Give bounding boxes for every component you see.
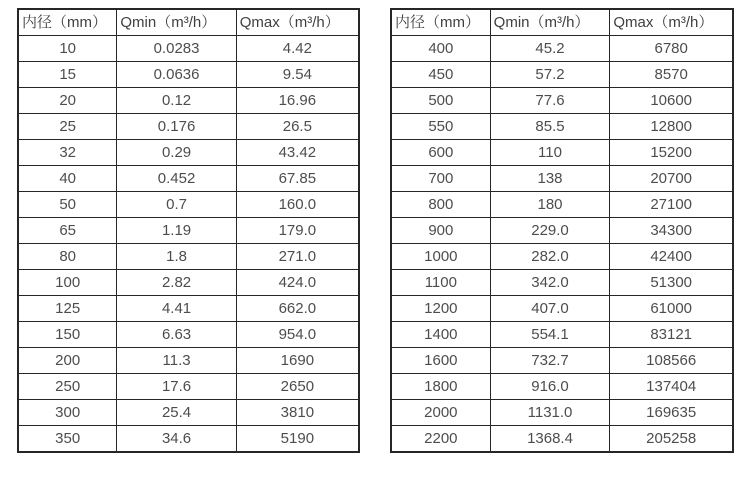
table-row <box>18 166 359 192</box>
qmax-value: 83121 <box>610 322 733 348</box>
table-row <box>391 166 733 192</box>
qmin-value: 138 <box>490 166 610 192</box>
inner-diameter-value: 550 <box>391 114 490 140</box>
table-row <box>18 114 359 140</box>
qmin-value: 0.29 <box>117 140 236 166</box>
qmin-value: 34.6 <box>117 426 236 453</box>
qmax-value: 51300 <box>610 270 733 296</box>
table-row <box>391 400 733 426</box>
qmin-value: 1368.4 <box>490 426 610 453</box>
inner-diameter-value: 125 <box>18 296 117 322</box>
qmax-value: 424.0 <box>236 270 359 296</box>
table-row <box>391 244 733 270</box>
table-row <box>18 400 359 426</box>
table-row <box>391 114 733 140</box>
table-row <box>391 218 733 244</box>
qmax-value: 12800 <box>610 114 733 140</box>
table-row <box>391 192 733 218</box>
table-row <box>18 296 359 322</box>
table-row <box>18 244 359 270</box>
table-row <box>391 374 733 400</box>
qmin-value: 110 <box>490 140 610 166</box>
qmin-value: 732.7 <box>490 348 610 374</box>
column-header-inner-diameter: 内径（mm） <box>391 9 490 36</box>
qmin-value: 1.8 <box>117 244 236 270</box>
qmax-value: 9.54 <box>236 62 359 88</box>
qmin-value: 282.0 <box>490 244 610 270</box>
table-row <box>18 426 359 453</box>
table-row <box>18 140 359 166</box>
inner-diameter-value: 1200 <box>391 296 490 322</box>
inner-diameter-value: 150 <box>18 322 117 348</box>
qmax-value: 662.0 <box>236 296 359 322</box>
inner-diameter-value: 80 <box>18 244 117 270</box>
qmin-value: 229.0 <box>490 218 610 244</box>
header-row <box>391 9 733 36</box>
inner-diameter-value: 300 <box>18 400 117 426</box>
qmin-value: 1131.0 <box>490 400 610 426</box>
qmax-value: 16.96 <box>236 88 359 114</box>
qmax-value: 42400 <box>610 244 733 270</box>
table-row <box>391 270 733 296</box>
inner-diameter-value: 15 <box>18 62 117 88</box>
qmin-value: 554.1 <box>490 322 610 348</box>
inner-diameter-value: 700 <box>391 166 490 192</box>
qmin-value: 0.0636 <box>117 62 236 88</box>
inner-diameter-value: 10 <box>18 36 117 62</box>
table-row <box>18 218 359 244</box>
qmax-value: 160.0 <box>236 192 359 218</box>
inner-diameter-value: 25 <box>18 114 117 140</box>
qmax-value: 205258 <box>610 426 733 453</box>
qmin-value: 180 <box>490 192 610 218</box>
qmax-value: 3810 <box>236 400 359 426</box>
table-row <box>391 322 733 348</box>
qmax-value: 137404 <box>610 374 733 400</box>
qmin-value: 17.6 <box>117 374 236 400</box>
qmax-value: 954.0 <box>236 322 359 348</box>
inner-diameter-value: 1600 <box>391 348 490 374</box>
qmin-value: 77.6 <box>490 88 610 114</box>
qmin-value: 0.452 <box>117 166 236 192</box>
column-header-qmax: Qmax（m³/h） <box>610 9 733 36</box>
inner-diameter-value: 50 <box>18 192 117 218</box>
qmin-value: 6.63 <box>117 322 236 348</box>
qmax-value: 67.85 <box>236 166 359 192</box>
qmin-value: 4.41 <box>117 296 236 322</box>
qmax-value: 271.0 <box>236 244 359 270</box>
table-row <box>391 62 733 88</box>
qmax-value: 2650 <box>236 374 359 400</box>
qmin-value: 25.4 <box>117 400 236 426</box>
qmax-value: 8570 <box>610 62 733 88</box>
qmin-value: 0.12 <box>117 88 236 114</box>
qmin-value: 57.2 <box>490 62 610 88</box>
table-row <box>391 88 733 114</box>
qmax-value: 4.42 <box>236 36 359 62</box>
inner-diameter-value: 900 <box>391 218 490 244</box>
table-row <box>18 374 359 400</box>
qmin-value: 85.5 <box>490 114 610 140</box>
qmax-value: 1690 <box>236 348 359 374</box>
qmax-value: 108566 <box>610 348 733 374</box>
qmin-value: 0.0283 <box>117 36 236 62</box>
qmax-value: 5190 <box>236 426 359 453</box>
qmin-value: 916.0 <box>490 374 610 400</box>
inner-diameter-value: 1000 <box>391 244 490 270</box>
inner-diameter-value: 1100 <box>391 270 490 296</box>
table-row <box>18 62 359 88</box>
qmax-value: 15200 <box>610 140 733 166</box>
table-row <box>391 348 733 374</box>
flow-spec-table-large-diameters <box>390 8 734 453</box>
inner-diameter-value: 2000 <box>391 400 490 426</box>
inner-diameter-value: 400 <box>391 36 490 62</box>
inner-diameter-value: 350 <box>18 426 117 453</box>
qmin-value: 407.0 <box>490 296 610 322</box>
column-header-inner-diameter: 内径（mm） <box>18 9 117 36</box>
qmax-value: 169635 <box>610 400 733 426</box>
table-row <box>391 140 733 166</box>
qmax-value: 20700 <box>610 166 733 192</box>
qmin-value: 342.0 <box>490 270 610 296</box>
inner-diameter-value: 200 <box>18 348 117 374</box>
inner-diameter-value: 450 <box>391 62 490 88</box>
qmax-value: 6780 <box>610 36 733 62</box>
qmax-value: 61000 <box>610 296 733 322</box>
table-row <box>18 322 359 348</box>
column-header-qmax: Qmax（m³/h） <box>236 9 359 36</box>
table-row <box>18 36 359 62</box>
inner-diameter-value: 40 <box>18 166 117 192</box>
table-row <box>391 296 733 322</box>
table-row <box>391 36 733 62</box>
inner-diameter-value: 1400 <box>391 322 490 348</box>
qmax-value: 26.5 <box>236 114 359 140</box>
inner-diameter-value: 65 <box>18 218 117 244</box>
flow-spec-table-small-diameters <box>17 8 360 453</box>
inner-diameter-value: 20 <box>18 88 117 114</box>
table-row <box>391 426 733 453</box>
qmin-value: 2.82 <box>117 270 236 296</box>
table-row <box>18 348 359 374</box>
table-row <box>18 88 359 114</box>
inner-diameter-value: 1800 <box>391 374 490 400</box>
inner-diameter-value: 600 <box>391 140 490 166</box>
qmax-value: 179.0 <box>236 218 359 244</box>
qmax-value: 34300 <box>610 218 733 244</box>
inner-diameter-value: 32 <box>18 140 117 166</box>
inner-diameter-value: 250 <box>18 374 117 400</box>
table-row <box>18 192 359 218</box>
qmax-value: 27100 <box>610 192 733 218</box>
inner-diameter-value: 800 <box>391 192 490 218</box>
column-header-qmin: Qmin（m³/h） <box>117 9 236 36</box>
inner-diameter-value: 500 <box>391 88 490 114</box>
column-header-qmin: Qmin（m³/h） <box>490 9 610 36</box>
qmin-value: 45.2 <box>490 36 610 62</box>
qmin-value: 0.176 <box>117 114 236 140</box>
qmin-value: 11.3 <box>117 348 236 374</box>
qmax-value: 10600 <box>610 88 733 114</box>
inner-diameter-value: 2200 <box>391 426 490 453</box>
header-row <box>18 9 359 36</box>
qmax-value: 43.42 <box>236 140 359 166</box>
qmin-value: 0.7 <box>117 192 236 218</box>
qmin-value: 1.19 <box>117 218 236 244</box>
table-row <box>18 270 359 296</box>
inner-diameter-value: 100 <box>18 270 117 296</box>
